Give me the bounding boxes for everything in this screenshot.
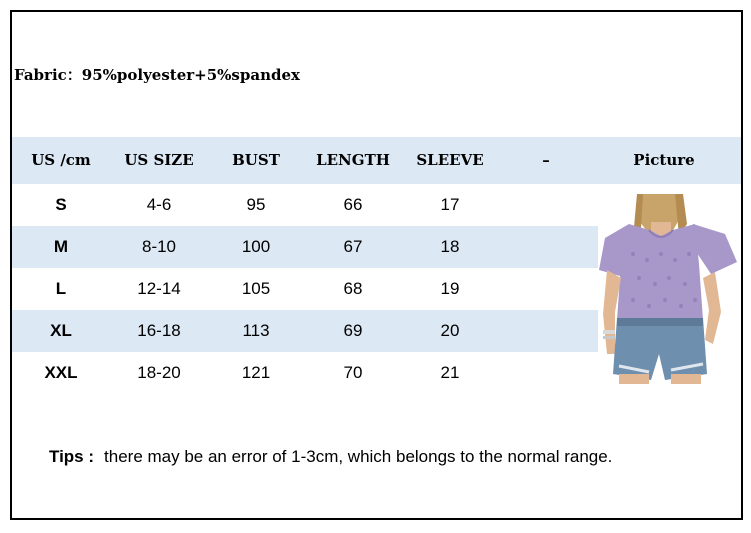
tips-text: there may be an error of 1-3cm, which belongs to the normal range. xyxy=(104,447,613,466)
cell-bust: 105 xyxy=(241,279,271,298)
cell-size: XL xyxy=(50,321,72,340)
header-us-size: US SIZE xyxy=(124,151,194,169)
cell-us-size: 18-20 xyxy=(137,363,181,382)
cell-size: L xyxy=(55,279,67,298)
cell-size: M xyxy=(53,237,69,256)
table-row xyxy=(12,226,598,268)
header-us-cm: US /cm xyxy=(31,151,91,169)
cell-sleeve: 18 xyxy=(440,237,460,256)
cell-bust: 113 xyxy=(242,321,270,340)
header-dash: – xyxy=(542,151,550,169)
table-header xyxy=(12,137,741,184)
cell-length: 67 xyxy=(343,237,363,256)
header-bust: BUST xyxy=(232,151,280,169)
tips-note xyxy=(49,447,612,467)
cell-sleeve: 19 xyxy=(440,279,460,298)
cell-length: 70 xyxy=(343,363,363,382)
table-row xyxy=(12,268,598,310)
header-length: LENGTH xyxy=(316,151,390,169)
cell-size: S xyxy=(55,195,67,214)
header-sleeve: SLEEVE xyxy=(416,151,484,169)
cell-us-size: 8-10 xyxy=(141,237,177,256)
cell-sleeve: 17 xyxy=(440,195,460,214)
cell-bust: 100 xyxy=(241,237,271,256)
cell-sleeve: 21 xyxy=(440,363,460,382)
cell-bust: 95 xyxy=(246,195,266,214)
cell-length: 68 xyxy=(343,279,363,298)
cell-us-size: 12-14 xyxy=(137,279,181,298)
cell-us-size: 16-18 xyxy=(137,321,181,340)
table-row xyxy=(12,352,598,394)
cell-length: 69 xyxy=(343,321,363,340)
product-photo xyxy=(599,194,737,384)
cell-size: XXL xyxy=(44,363,78,382)
table-row xyxy=(12,310,598,352)
cell-sleeve: 20 xyxy=(440,321,460,340)
cell-length: 66 xyxy=(343,195,363,214)
header-picture: Picture xyxy=(633,151,695,169)
cell-bust: 121 xyxy=(241,363,271,382)
fabric-info: Fabric：95%polyester+5%spandex xyxy=(14,66,300,84)
tips-label: Tips : xyxy=(49,447,95,466)
cell-us-size: 4-6 xyxy=(146,195,172,214)
table-row xyxy=(12,184,598,226)
